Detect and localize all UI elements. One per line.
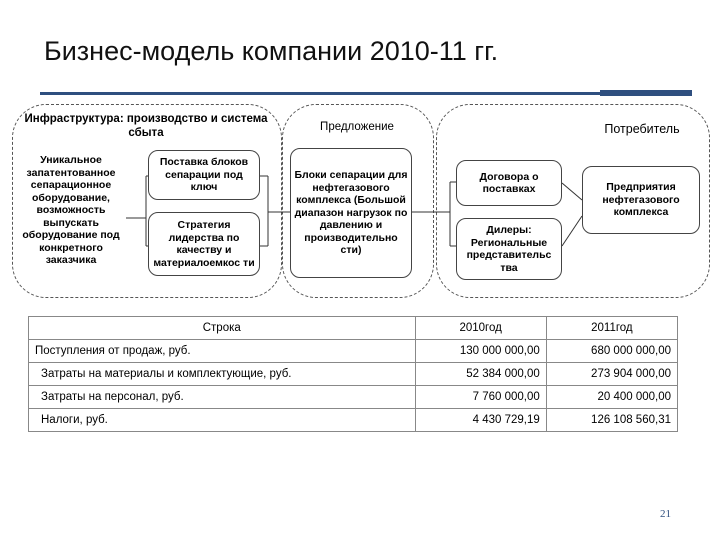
value-2011: 20 400 000,00 [546, 386, 677, 409]
value-2011: 273 904 000,00 [546, 363, 677, 386]
value-2010: 130 000 000,00 [415, 340, 546, 363]
row-label: Затраты на материалы и комплектующие, руб. [29, 363, 416, 386]
table-row [29, 386, 678, 409]
row-label: Налоги, руб. [29, 409, 416, 432]
table-header-cell: 2010год [415, 317, 546, 340]
financial-table [28, 316, 678, 432]
consumer-dealers-box: Дилеры: Региональные представительс тва [456, 218, 562, 280]
table-header-cell: Строка [29, 317, 416, 340]
value-2010: 52 384 000,00 [415, 363, 546, 386]
value-2011: 126 108 560,31 [546, 409, 677, 432]
table-row [29, 409, 678, 432]
value-2010: 7 760 000,00 [415, 386, 546, 409]
table-header-cell: 2011год [546, 317, 677, 340]
offer-separation-blocks-box: Блоки сепарации для нефтегазового комплекса (Большой диапазон нагрузок по давлению и производительно сти) [290, 148, 412, 278]
row-label: Поступления от продаж, руб. [29, 340, 416, 363]
infra-strategy-box: Стратегия лидерства по качеству и материалоемкос ти [148, 212, 260, 276]
table-row [29, 340, 678, 363]
infra-unique-equipment: Уникальное запатентованное сепарационное оборудование, возможность выпускать оборудование под конкретного заказчика [22, 154, 120, 266]
slide-number: 21 [660, 508, 671, 520]
connector-contracts-to-enterprises [562, 183, 582, 200]
row-label: Затраты на персонал, руб. [29, 386, 416, 409]
consumer-header: Потребитель [604, 122, 680, 136]
slide-title: Бизнес-модель компании 2010-11 гг. [44, 36, 499, 66]
table-row [29, 363, 678, 386]
consumer-contracts-box: Договора о поставках [456, 160, 562, 206]
consumer-enterprises-box: Предприятия нефтегазового комплекса [582, 166, 700, 234]
value-2010: 4 430 729,19 [415, 409, 546, 432]
offer-header: Предложение [320, 121, 394, 133]
table-header-row [29, 317, 678, 340]
connector-dealers-to-enterprises [562, 216, 582, 246]
infrastructure-header: Инфраструктура: производство и система сбыта [24, 113, 268, 139]
infra-supply-box: Поставка блоков сепарации под ключ [148, 150, 260, 200]
value-2011: 680 000 000,00 [546, 340, 677, 363]
